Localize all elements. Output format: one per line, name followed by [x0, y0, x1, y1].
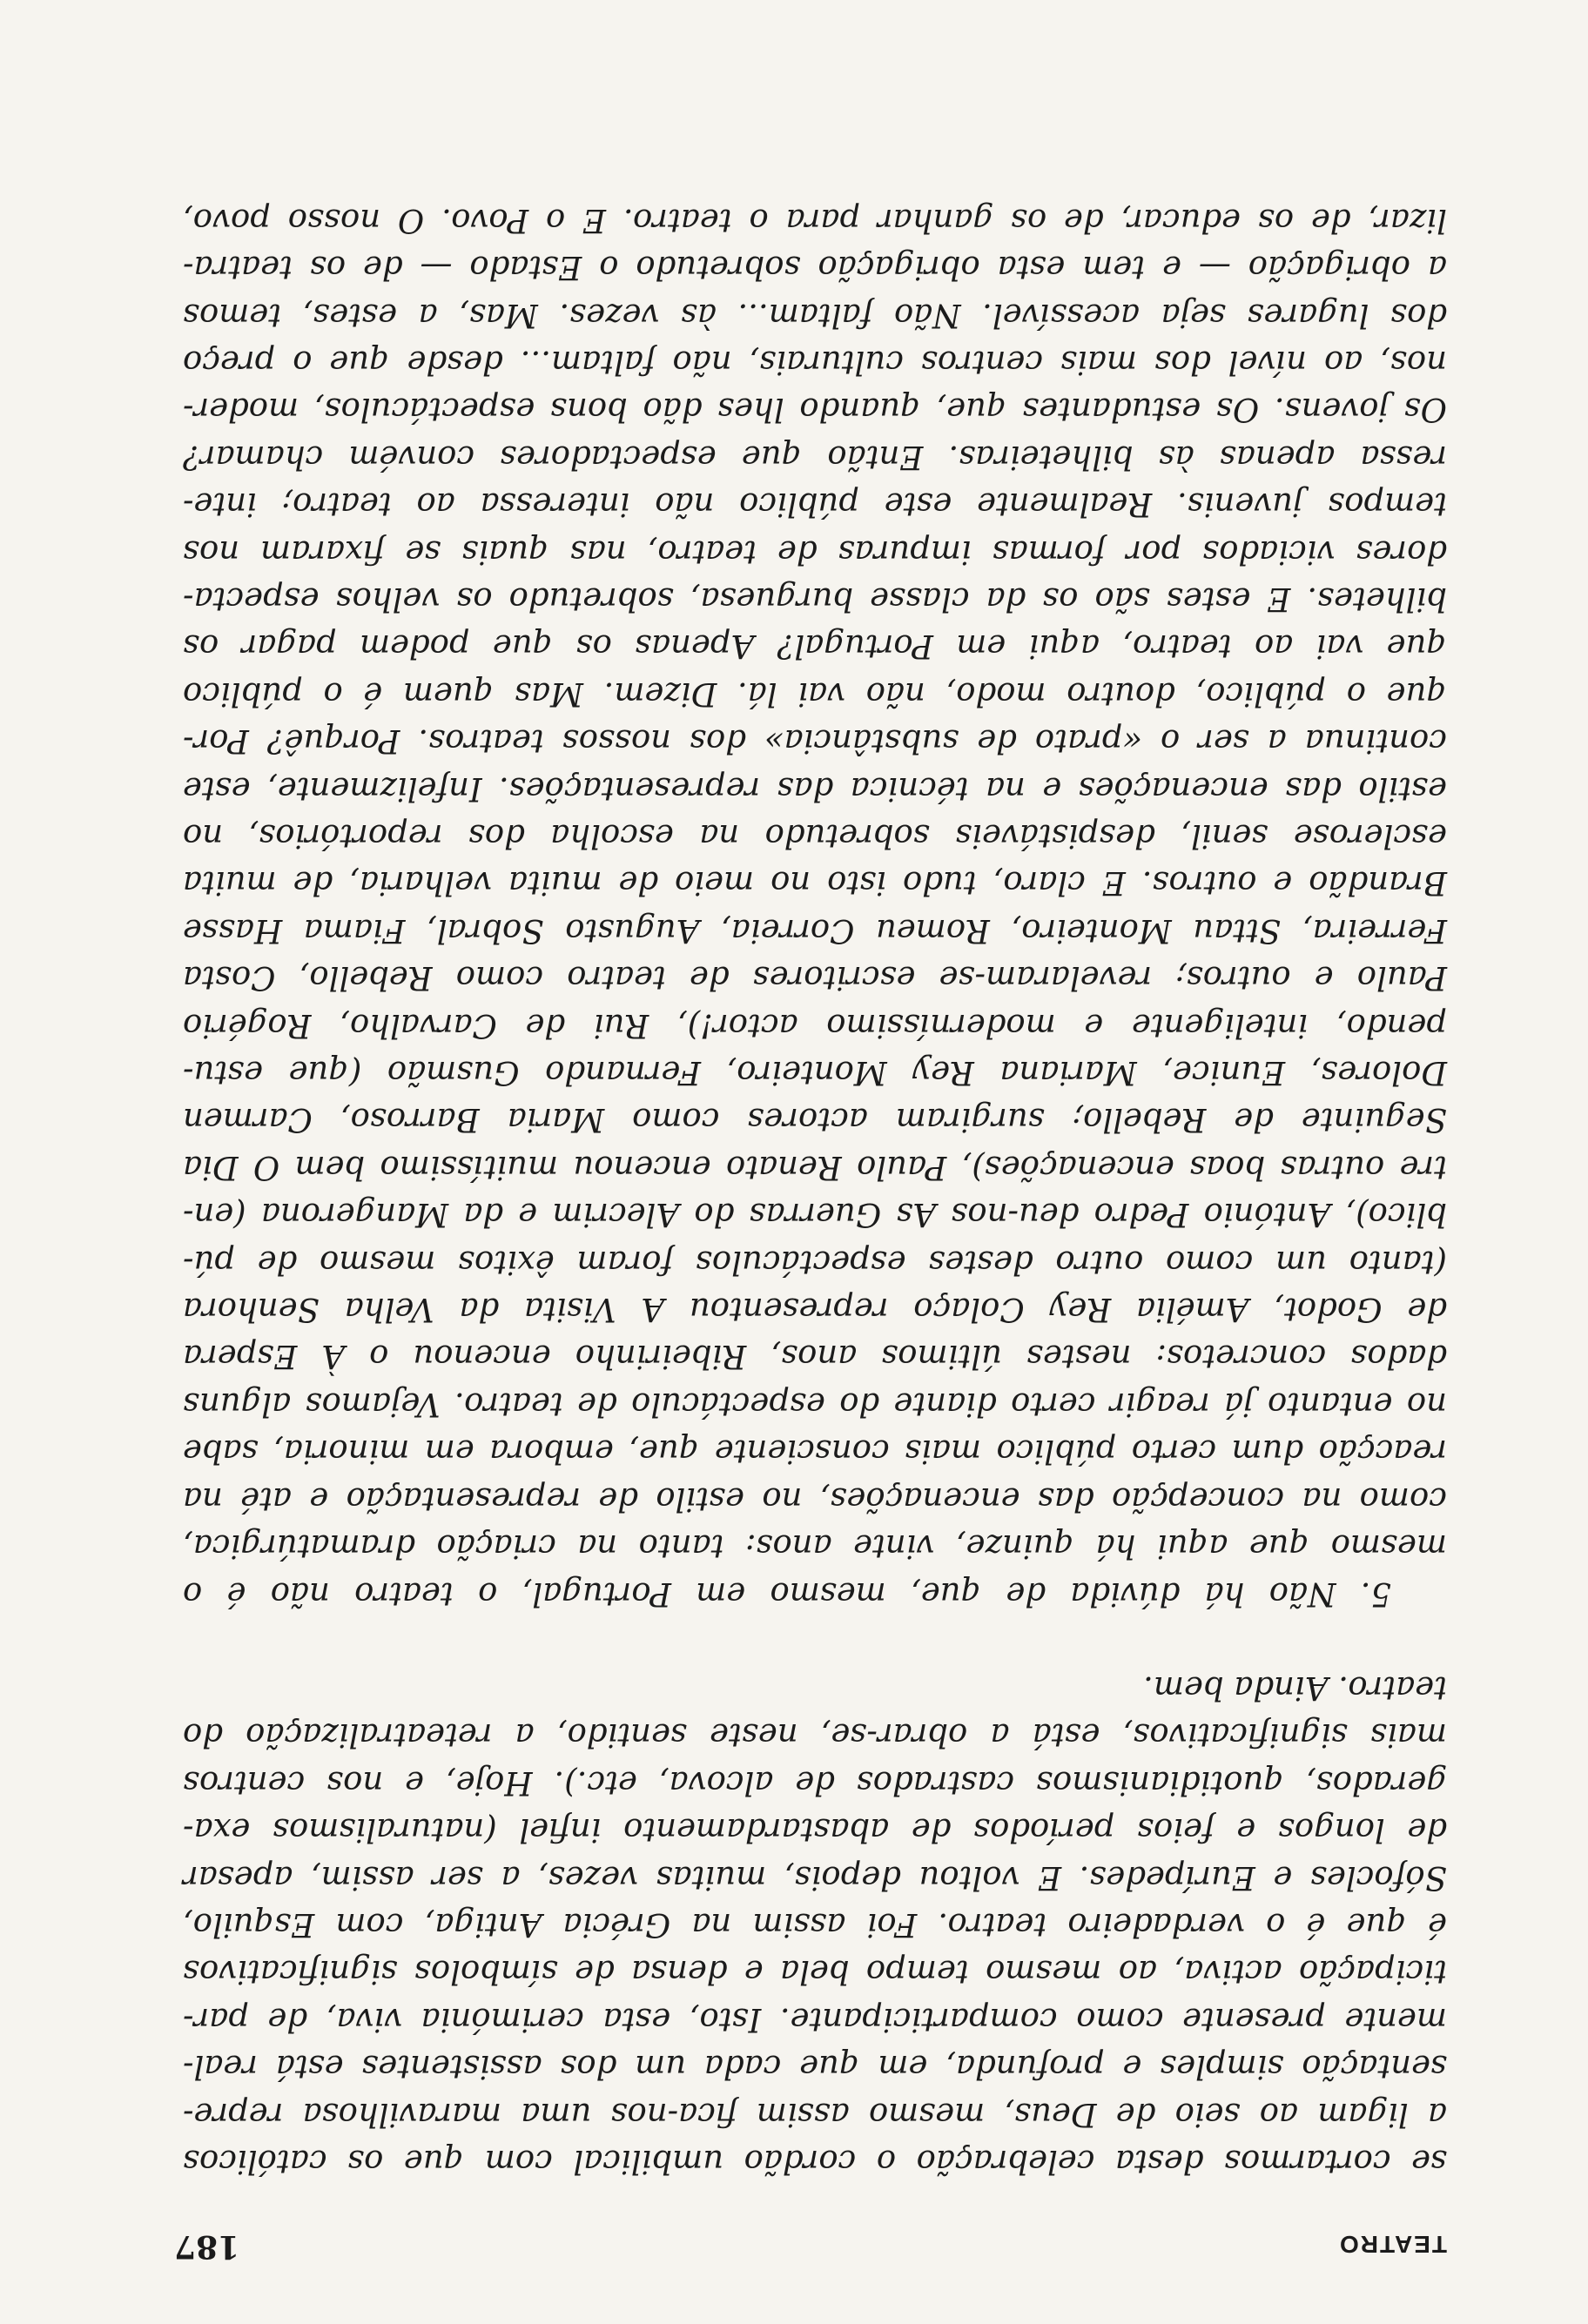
text-line: mesmo que aqui há quinze, vinte anos: tanto na criação dramatúrgica, — [183, 1528, 1447, 1566]
text-line: Dolores, Eunice, Mariana Rey Monteiro, Fernando Gusmão (que estu- — [183, 1054, 1447, 1092]
text-line: Paulo e outros; revelaram-se escritores de teatro como Rebello, Costa — [183, 959, 1447, 997]
text-line: continua a ser o «prato de substância» dos nossos teatros. Porquê? Por- — [183, 722, 1447, 761]
body-text — [183, 196, 1447, 2185]
text-line: blico), António Pedro deu-nos As Guerras do Alecrim e da Mangerona (en- — [183, 1196, 1447, 1234]
text-line: gerados, quotidianismos castrados de alcova, etc.). Hoje, e nos centros — [183, 1763, 1447, 1802]
text-line: lizar, de os educar, de os ganhar para o teatro. E o Povo. O nosso povo, — [183, 201, 1447, 239]
text-line: ticipação activa, ao mesmo tempo bela e densa de símbolos significativos — [183, 1953, 1447, 1992]
text-line: tempos juvenis. Realmente este público não interessa ao teatro; inte- — [183, 486, 1447, 524]
text-line: a ligam ao seio de Deus, mesmo assim fica-nos uma maravilhosa repre- — [183, 2095, 1447, 2133]
text-line: pendo, inteligente e moderníssimo actor!), Rui de Carvalho, Rogério — [183, 1006, 1447, 1044]
text-line: 5. Não há dúvida de que, mesmo em Portugal, o teatro não é o — [183, 1575, 1391, 1613]
text-line: mais significativos, está a obrar-se, neste sentido, a reteatralização do — [183, 1716, 1447, 1755]
text-line: como na concepção das encenações, no estilo de representação e até na — [183, 1480, 1447, 1518]
text-line: se cortarmos desta celebração o cordão umbilical com que os católicos — [183, 2143, 1447, 2180]
text-line: (tanto um como outro destes espectáculos foram êxitos mesmo de pú- — [183, 1243, 1447, 1281]
text-line: a obrigação — e tem esta obrigação sobretudo o Estado — de os teatra- — [183, 249, 1447, 287]
text-line: dores viciados por formas impuras de teatro, nas quais se fixaram nos — [183, 533, 1447, 571]
text-line: Brandão e outros. E claro, tudo isto no meio de muita velharia, de muita — [183, 864, 1447, 903]
text-line: estilo das encenações e na técnica das representações. Infelizmente, este — [183, 769, 1447, 808]
paragraph-1 — [183, 1664, 1447, 2185]
page-header — [174, 2228, 1447, 2265]
text-line: no entanto já reagir certo diante do espectáculo de teatro. Vejamos alguns — [183, 1385, 1447, 1423]
paragraph-gap — [183, 1617, 1447, 1664]
text-line: de longos e feios períodos de abastardamento infiel (naturalismos exa- — [183, 1811, 1447, 1850]
text-line: dos lugares seja acessível. Não faltam... às vezes. Mas, a estes, temos — [183, 296, 1447, 334]
text-line: dados concretos: nestes últimos anos, Ribeirinho encenou o À Espera — [183, 1338, 1447, 1376]
text-line: Seguinte de Rebello; surgiram actores como Maria Barroso, Carmen — [183, 1101, 1447, 1139]
text-line: esclerose senil, despistáveis sobretudo na escolha dos reportórios, no — [183, 817, 1447, 856]
text-line: Sófocles e Eurípedes. E voltou depois, muitas vezes, a ser assim, apesar — [183, 1858, 1447, 1897]
text-line: mente presente como comparticipante. Isto, esta cerimónia viva, de par- — [183, 2000, 1447, 2039]
text-line: ressa apenas às bilheteiras. Então que espectadores convém chamar? — [183, 438, 1447, 476]
paragraph-2 — [183, 196, 1447, 1616]
text-line: reacção dum certo público mais consciente que, embora em minoria, sabe — [183, 1433, 1447, 1471]
running-head: TEATRO — [1337, 2231, 1447, 2258]
text-line: tre outras boas encenações), Paulo Renato encenou muitíssimo bem O Dia — [183, 1148, 1447, 1186]
text-line: é que é o verdadeiro teatro. Foi assim na Grécia Antiga, com Esquilo, — [183, 1905, 1447, 1944]
text-line: de Godot, Amélia Rey Colaço representou A Visita da Velha Senhora — [183, 1291, 1447, 1329]
text-line: Os jovens. Os estudantes que, quando lhes dão bons espectáculos, moder- — [183, 391, 1447, 429]
text-line: teatro. Ainda bem. — [1143, 1669, 1447, 1707]
text-line: sentação simples e profunda, em que cada um dos assistentes está real- — [183, 2048, 1447, 2086]
text-line: que vai ao teatro, aqui em Portugal? Apenas os que podem pagar os — [183, 628, 1447, 666]
text-line: nos, ao nível dos mais centros culturais, não faltam... desde que o preço — [183, 343, 1447, 381]
text-line: bilhetes. E estes são os da classe burguesa, sobretudo os velhos especta- — [183, 581, 1447, 618]
text-line: Ferreira, Sttau Monteiro, Romeu Correia, Augusto Sobral, Fiama Hasse — [183, 911, 1447, 950]
text-line: que o público, doutro modo, não vai lá. Dizem. Mas quem é o público — [183, 675, 1447, 713]
page-number: 187 — [174, 2228, 240, 2265]
